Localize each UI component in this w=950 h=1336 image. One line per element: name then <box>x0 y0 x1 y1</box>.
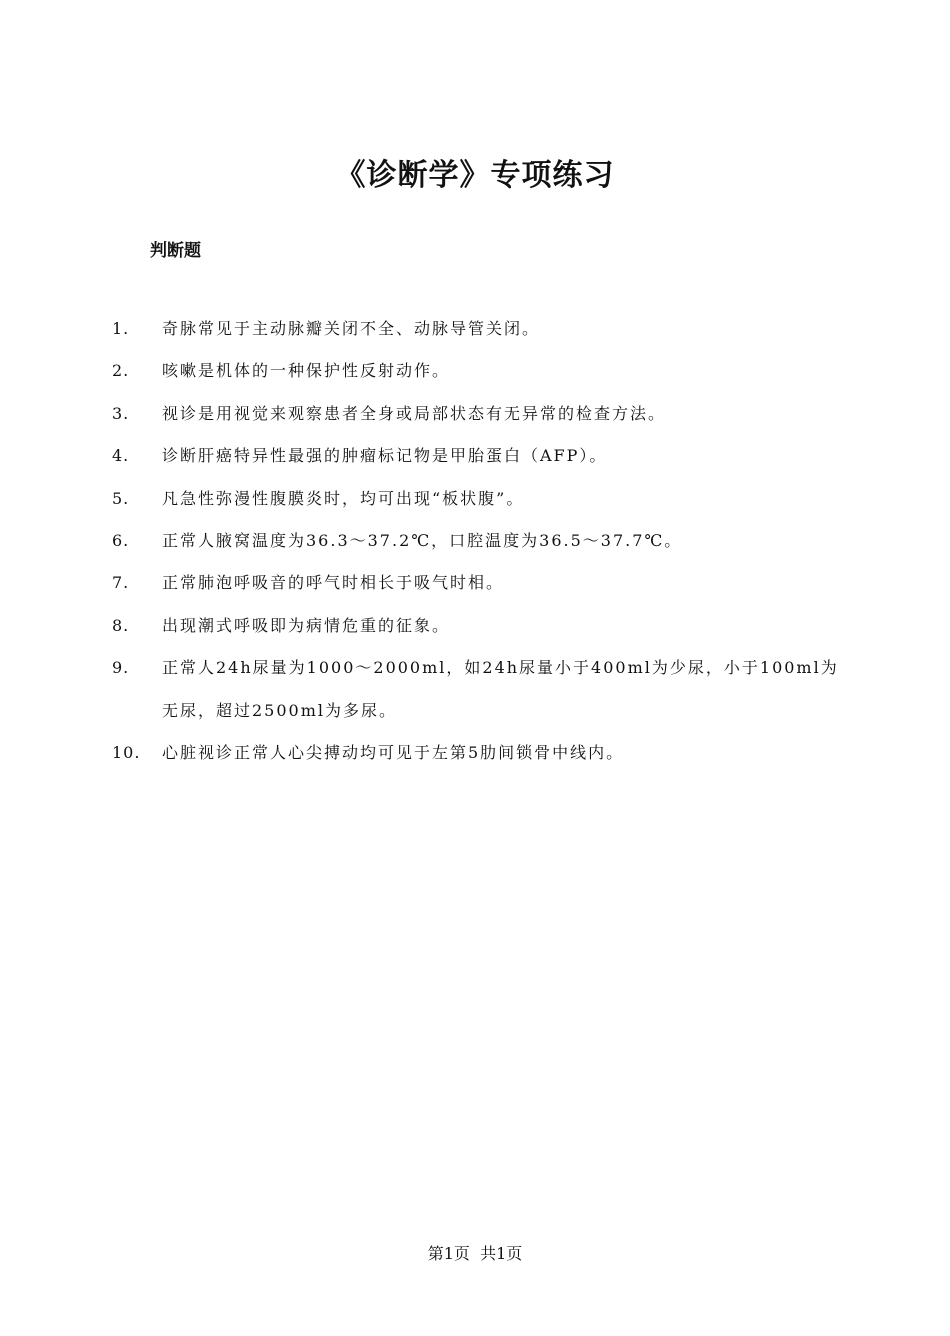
question-number: 2. <box>112 361 130 381</box>
page-footer: 第1页 共1页 <box>427 1244 523 1263</box>
question-text: 视诊是用视觉来观察患者全身或局部状态有无异常的检查方法。 <box>162 403 667 423</box>
question-text: 凡急性弥漫性腹膜炎时，均可出现“板状腹”。 <box>162 488 525 508</box>
question-item <box>0 605 950 647</box>
question-item <box>0 308 950 350</box>
question-text: 奇脉常见于主动脉瓣关闭不全、动脉导管关闭。 <box>162 319 541 338</box>
question-text: 出现潮式呼吸即为病情危重的征象。 <box>162 615 451 635</box>
question-item <box>0 393 950 435</box>
section-heading: 判断题 <box>150 241 201 261</box>
question-item <box>0 562 950 604</box>
question-number: 10. <box>112 743 141 763</box>
question-item <box>0 350 950 392</box>
question-number: 9. <box>112 658 130 678</box>
question-item <box>0 520 950 562</box>
question-number: 8. <box>112 615 130 635</box>
question-number: 1. <box>112 319 130 338</box>
question-list <box>0 308 950 774</box>
question-item <box>0 478 950 520</box>
question-item <box>0 647 950 732</box>
question-text: 诊断肝癌特异性最强的肿瘤标记物是甲胎蛋白（AFP）。 <box>162 446 608 466</box>
document-title: 《诊断学》专项练习 <box>335 158 615 193</box>
question-text: 正常人腋窝温度为36.3～37.2℃，口腔温度为36.5～37.7℃。 <box>162 531 683 551</box>
question-item <box>0 435 950 477</box>
question-number: 7. <box>112 573 130 593</box>
question-number: 5. <box>112 488 130 508</box>
question-text: 正常人24h尿量为1000～2000ml，如24h尿量小于400ml为少尿，小于100ml为无尿，超过2500ml为多尿。 <box>162 658 839 720</box>
question-text: 心脏视诊正常人心尖搏动均可见于左第5肋间锁骨中线内。 <box>162 743 625 763</box>
question-item <box>0 732 950 774</box>
question-number: 3. <box>112 403 130 423</box>
question-text: 正常肺泡呼吸音的呼气时相长于吸气时相。 <box>162 573 505 593</box>
question-number: 6. <box>112 531 130 551</box>
question-number: 4. <box>112 446 130 466</box>
question-text: 咳嗽是机体的一种保护性反射动作。 <box>162 361 451 381</box>
